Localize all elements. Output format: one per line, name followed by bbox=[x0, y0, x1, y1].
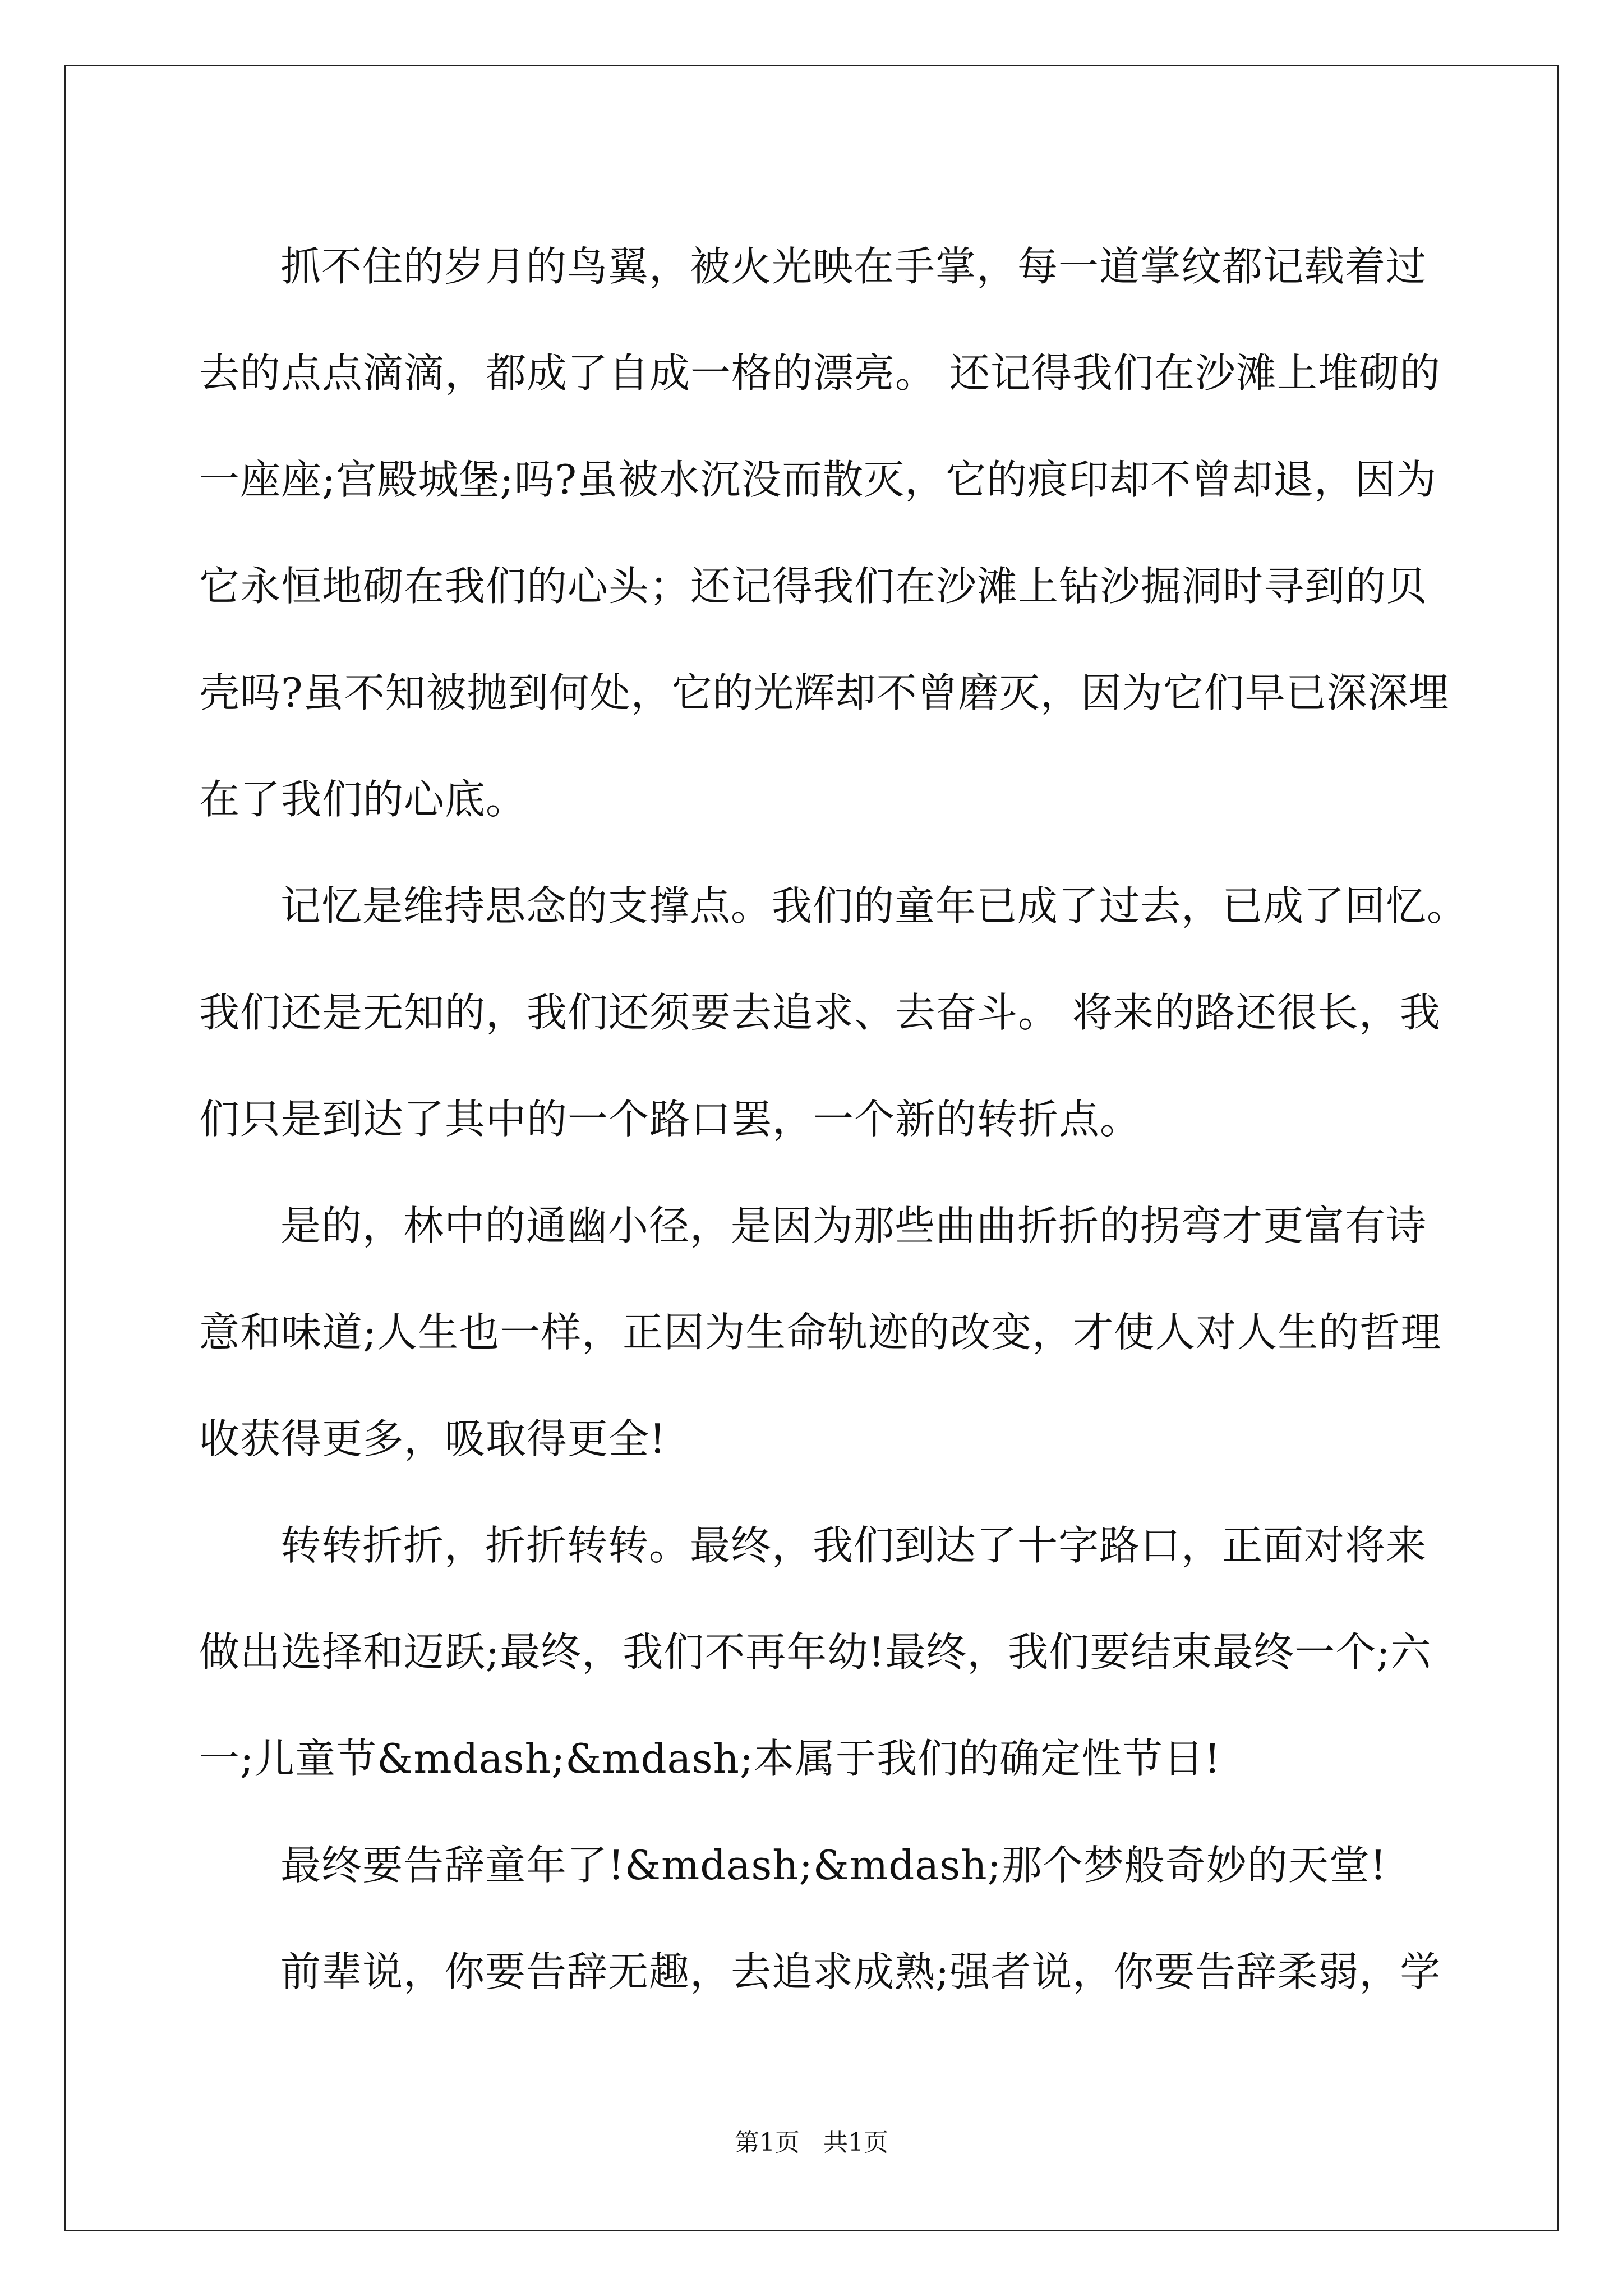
text-line: 记忆是维持思念的支撑点。我们的童年已成了过去，已成了回忆。 bbox=[280, 882, 1468, 930]
text-line: 前辈说，你要告辞无趣，去追求成熟;强者说，你要告辞柔弱，学 bbox=[280, 1948, 1441, 1995]
page-footer: 第1页 共1页 bbox=[735, 2128, 888, 2157]
text-line: 做出选择和迈跃;最终，我们不再年幼!最终，我们要结束最终一个;六 bbox=[199, 1628, 1432, 1676]
text-line: 去的点点滴滴，都成了自成一格的漂亮。 还记得我们在沙滩上堆砌的 bbox=[199, 349, 1441, 397]
text-line: 壳吗?虽不知被抛到何处，它的光辉却不曾磨灭，因为它们早已深深埋 bbox=[199, 669, 1450, 716]
document-body bbox=[199, 213, 1468, 2025]
text-line: 我们还是无知的，我们还须要去追求、去奋斗。 将来的路还很长，我 bbox=[199, 989, 1441, 1036]
text-line: 一;儿童节&mdash;&mdash;本属于我们的确定性节日! bbox=[199, 1735, 1221, 1782]
text-line: 一座座;宫殿城堡;吗?虽被水沉没而散灭，它的痕印却不曾却退，因为 bbox=[199, 456, 1437, 503]
text-line: 抓不住的岁月的鸟翼，被火光映在手掌，每一道掌纹都记载着过 bbox=[280, 243, 1427, 290]
text-line: 收获得更多，吸取得更全! bbox=[199, 1415, 666, 1462]
text-line: 最终要告辞童年了!&mdash;&mdash;那个梦般奇妙的天堂! bbox=[280, 1842, 1387, 1889]
text-line: 它永恒地砌在我们的心头；还记得我们在沙滩上钻沙掘洞时寻到的贝 bbox=[199, 563, 1428, 610]
text-line: 在了我们的心底。 bbox=[199, 776, 527, 823]
text-line: 意和味道;人生也一样，正因为生命轨迹的改变，才使人对人生的哲理 bbox=[199, 1309, 1442, 1356]
text-line: 们只是到达了其中的一个路口罢，一个新的转折点。 bbox=[199, 1096, 1141, 1143]
text-line: 转转折折，折折转转。最终，我们到达了十字路口，正面对将来 bbox=[280, 1522, 1427, 1569]
text-line: 是的，林中的通幽小径，是因为那些曲曲折折的拐弯才更富有诗 bbox=[280, 1202, 1427, 1249]
